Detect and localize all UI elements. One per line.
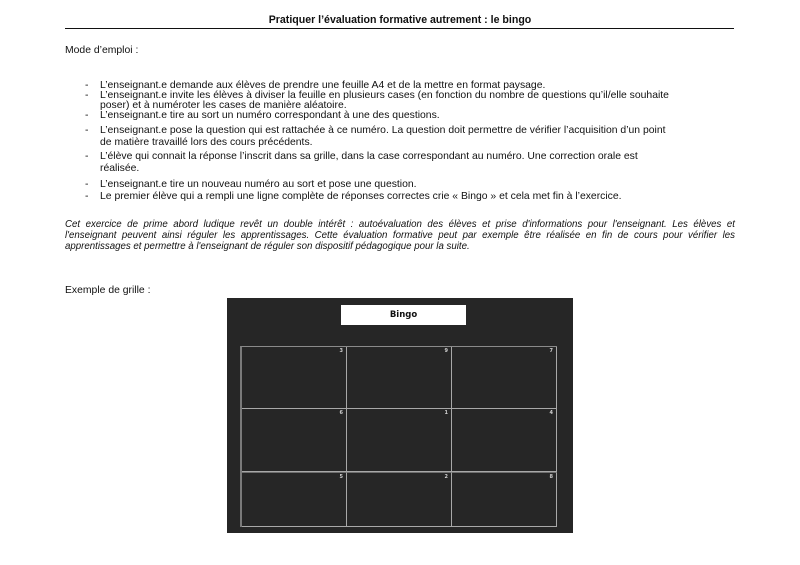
grid-cell: [242, 409, 347, 472]
bingo-grid: [240, 346, 557, 527]
grid-cell: [242, 347, 347, 409]
summary-line: Cet exercice de prime abord ludique revêt un double intérêt : autoévaluation des élèves et prise d'informations pour l'enseignant. Les élèves et: [65, 219, 735, 230]
instruction-line: L’enseignant.e tire un nouveau numéro au sort et pose une question.: [100, 179, 417, 190]
cell-number: 2: [444, 474, 448, 480]
bullet-dash: -: [85, 191, 89, 202]
instruction-line: L’enseignant.e pose la question qui est rattachée à ce numéro. La question doit permettre de vérifier l’acquisition d’un point: [100, 125, 666, 136]
bullet-dash: -: [85, 90, 89, 101]
summary-line: l'enseignant peuvent ainsi réguler les apprentissages. Cette évaluation formative peut par exemple être réalisée en fin de cours pour vérifier les: [65, 230, 735, 241]
bingo-board: [227, 298, 573, 533]
title-underline: [65, 28, 734, 29]
instruction-line: réalisée.: [100, 163, 140, 174]
grid-cell: [347, 409, 452, 472]
grid-cell: [242, 472, 347, 527]
cell-number: 4: [549, 410, 553, 416]
cell-number: 1: [444, 410, 448, 416]
example-grid-label: Exemple de grille :: [65, 285, 151, 296]
instruction-line: Le premier élève qui a rempli une ligne complète de réponses correctes crie « Bingo » et cela met fin à l’exercice.: [100, 191, 622, 202]
grid-cell: [347, 347, 452, 409]
bullet-dash: -: [85, 125, 89, 136]
instruction-line: L’enseignant.e tire au sort un numéro correspondant à une des questions.: [100, 110, 440, 121]
mode-emploi-heading: Mode d’emploi :: [65, 45, 139, 56]
bullet-dash: -: [85, 151, 89, 162]
instruction-line: L’enseignant.e invite les élèves à diviser la feuille en plusieurs cases (en fonction du nombre de questions qu’il/elle souhaite: [100, 90, 669, 101]
instruction-line: L’enseignant.e demande aux élèves de prendre une feuille A4 et de la mettre en format paysage.: [100, 80, 546, 91]
instruction-line: de matière travaillé lors des cours précédents.: [100, 137, 313, 148]
grid-cell: [452, 472, 557, 527]
bullet-dash: -: [85, 80, 89, 91]
document-title: Pratiquer l’évaluation formative autrement : le bingo: [268, 14, 532, 26]
bingo-header: Bingo: [341, 305, 466, 325]
cell-number: 9: [444, 348, 448, 354]
cell-number: 7: [549, 348, 553, 354]
grid-cell: [452, 409, 557, 472]
instruction-line: poser) et à numéroter les cases de manière aléatoire.: [100, 100, 347, 111]
cell-number: 3: [339, 348, 343, 354]
bullet-dash: -: [85, 110, 89, 121]
cell-number: 8: [549, 474, 553, 480]
cell-number: 6: [339, 410, 343, 416]
grid-cell: [347, 472, 452, 527]
summary-line: apprentissages et permettre à l'enseignant de réguler son dispositif pédagogique pour la suite.: [65, 241, 470, 252]
cell-number: 5: [339, 474, 343, 480]
grid-cell: [452, 347, 557, 409]
instruction-line: L’élève qui connait la réponse l’inscrit dans sa grille, dans la case correspondant au numéro. Une correction orale est: [100, 151, 638, 162]
bullet-dash: -: [85, 179, 89, 190]
